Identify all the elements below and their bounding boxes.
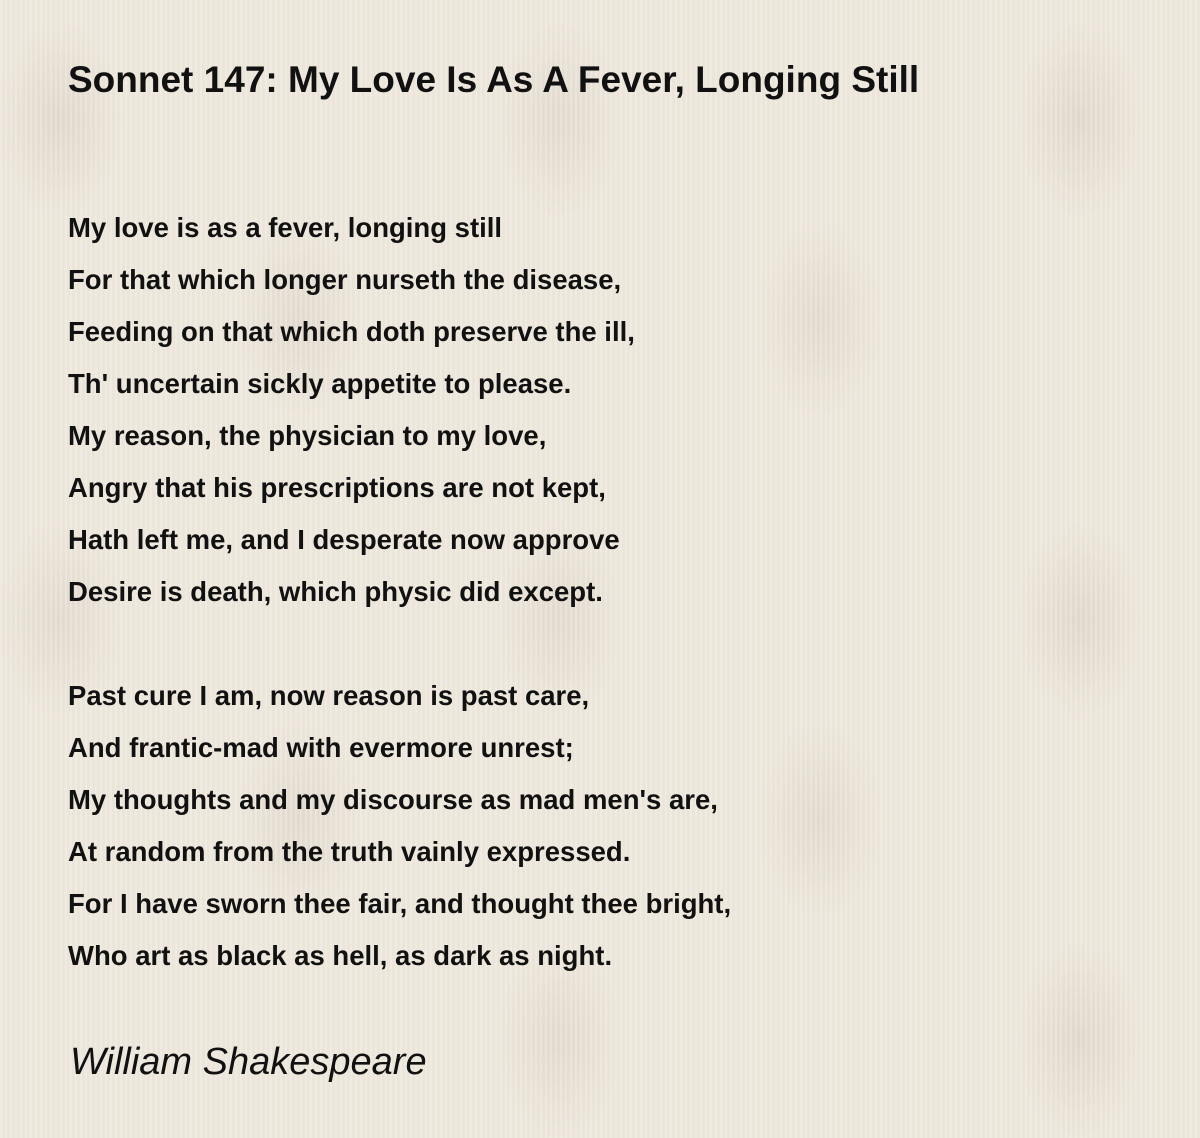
stanza-1 (68, 202, 1068, 618)
poem-line: My thoughts and my discourse as mad men's are, (68, 784, 718, 815)
stanza-2 (68, 670, 1068, 982)
poem-line: Desire is death, which physic did except. (68, 576, 603, 607)
poem-line: Past cure I am, now reason is past care, (68, 680, 590, 711)
poem-body (68, 202, 1068, 982)
poem-line: And frantic-mad with evermore unrest; (68, 732, 574, 763)
poem-line: Angry that his prescriptions are not kept, (68, 472, 606, 503)
poem-line: Feeding on that which doth preserve the ill, (68, 316, 635, 347)
poem-line: For that which longer nurseth the disease, (68, 264, 622, 295)
poem-line: My reason, the physician to my love, (68, 420, 547, 451)
poem-line: Who art as black as hell, as dark as night. (68, 940, 613, 971)
poem-line: Th' uncertain sickly appetite to please. (68, 368, 572, 399)
poem-line: My love is as a fever, longing still (68, 212, 503, 243)
poem-author: William Shakespeare (70, 1041, 427, 1083)
poem-line: Hath left me, and I desperate now approve (68, 524, 620, 555)
poem-line: For I have sworn thee fair, and thought thee bright, (68, 888, 732, 919)
poem-line: At random from the truth vainly expressed. (68, 836, 631, 867)
poem-title: Sonnet 147: My Love Is As A Fever, Longing Still (68, 59, 920, 100)
